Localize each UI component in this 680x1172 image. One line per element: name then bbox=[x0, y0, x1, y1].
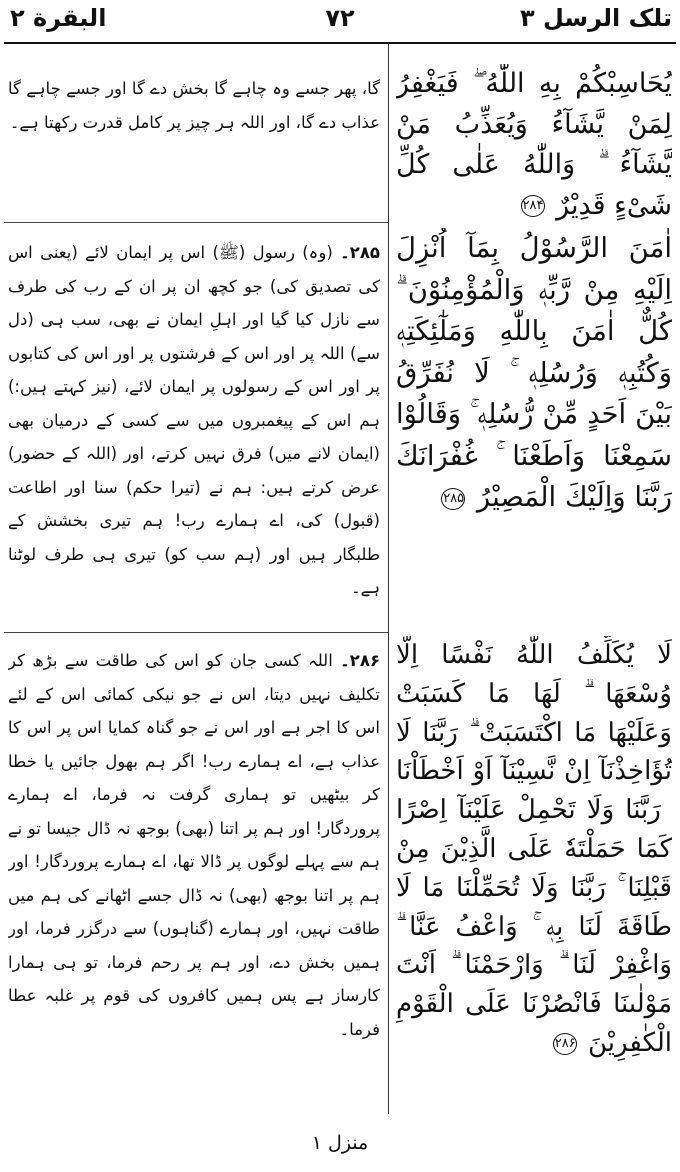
juz-name: تلک الرسل ۳ bbox=[520, 4, 672, 32]
verse-286-arabic bbox=[396, 636, 672, 1106]
verse-number-marker: ۲۸۵ bbox=[441, 488, 465, 510]
urdu-translation: اللہ کسی جان کو اس کی طاقت سے بڑھ کر تکلیف نہیں دیتا، اس نے جو نیکی کمائی اس کے لئے اس کا اجر ہے اور اس نے جو گناہ کمایا اس پر اس کا عذاب ہے، اے ہمارے رب! اگر ہم بھول جائیں یا خطا کر بیٹھیں تو ہماری گرفت نہ فرما، اے ہمارے پروردگار! اور ہم پر اتنا (بھی) بوجھ نہ ڈال جیسا تو نے ہم سے پہلے لوگوں پر ڈالا تھا، اے ہمارے پروردگار! اور ہم پر اتنا بوجھ (بھی) نہ ڈال جسے اٹھانے کی ہم میں طاقت نہیں، اور ہمارے (گناہوں) سے درگزر فرما، اور ہمیں بخش دے، اور ہم پر رحم فرما، تو ہی ہمارا کارساز ہے پس ہمیں کافروں کی قوم پر غلبہ عطا فرما۔ bbox=[8, 651, 380, 1039]
verse-285-arabic bbox=[396, 228, 672, 548]
translation-separator bbox=[4, 632, 388, 633]
verse-number-marker: ۲۸۴ bbox=[521, 195, 545, 217]
verse-284-urdu bbox=[8, 72, 380, 152]
verse-284-arabic bbox=[396, 64, 672, 224]
urdu-translation: گا، پھر جسے وہ چاہے گا بخش دے گا اور جسے چاہے گا عذاب دے گا، اور اللہ ہر چیز پر کامل قدرت رکھتا ہے۔ bbox=[8, 79, 380, 132]
arabic-text: اٰمَنَ الرَّسُوْلُ بِمَآ اُنْزِلَ اِلَيْهِ مِنْ رَّبِّهٖ وَالْمُؤْمِنُوْنَ ۗ كُلٌّ اٰمَنَ بِاللّٰهِ وَمَلٰٓئِكَتِهٖ وَكُتُبِهٖ وَرُسُلِهٖ ۚ لَا نُفَرِّقُ بَيْنَ اَحَدٍ مِّنْ رُّسُلِهٖ ۚ وَقَالُوْا سَمِعْنَا وَاَطَعْنَا ۚ غُفْرَانَكَ رَبَّنَا وَاِلَيْكَ الْمَصِيْرُ bbox=[396, 232, 672, 513]
page-number: ۷۲ bbox=[325, 4, 355, 32]
page-header bbox=[0, 0, 680, 44]
translation-separator bbox=[4, 222, 388, 223]
column-divider bbox=[388, 44, 389, 1114]
verse-number-label: ۲۸۵۔ bbox=[340, 243, 380, 262]
surah-name: البقرة ۲ bbox=[10, 4, 107, 32]
verse-286-urdu bbox=[8, 644, 380, 1114]
verse-285-urdu bbox=[8, 236, 380, 626]
urdu-translation: (وہ) رسول (ﷺ) اس پر ایمان لائے (یعنی اس کی تصدیق کی) جو کچھ ان پر ان کے رب کی طرف سے نازل کیا گیا اور اہلِ ایمان نے بھی، سب ہی (دل سے) اللہ پر اور اس کے فرشتوں پر اور اس کی کتابوں پر اور اس کے رسولوں پر ایمان لائے، (نیز کہتے ہیں:) ہم اس کے پیغمبروں میں سے کسی کے درمیان بھی (ایمان لانے میں) فرق نہیں کرتے، اور (اللہ کے حضور) عرض کرتے ہیں: ہم نے (تیرا حکم) سنا اور اطاعت (قبول) کی، اے ہمارے رب! ہم تیری بخشش کے طلبگار ہیں اور (ہم سب کو) تیری ہی طرف لوٹنا ہے۔ bbox=[8, 243, 380, 597]
arabic-text: يُحَاسِبْكُمْ بِهِ اللّٰهُ ۖ فَيَغْفِرُ لِمَنْ يَّشَآءُ وَيُعَذِّبُ مَنْ يَّشَآءُ ۗ وَاللّٰهُ عَلٰى كُلِّ شَىْءٍ قَدِيْرٌ bbox=[396, 68, 672, 221]
header-rule bbox=[4, 42, 676, 44]
arabic-text: لَا يُكَلِّفُ اللّٰهُ نَفْسًا اِلَّا وُسْعَهَا ۗ لَهَا مَا كَسَبَتْ وَعَلَيْهَا مَا اكْتَسَبَتْ ۗ رَبَّنَا لَا تُؤَاخِذْنَآ اِنْ نَّسِيْنَآ اَوْ اَخْطَاْنَا ۚ رَبَّنَا وَلَا تَحْمِلْ عَلَيْنَآ اِصْرًا كَمَا حَمَلْتَهٗ عَلَى الَّذِيْنَ مِنْ قَبْلِنَا ۚ رَبَّنَا وَلَا تُحَمِّلْنَا مَا لَا طَاقَةَ لَنَا بِهٖ ۚ وَاعْفُ عَنَّا ۗ وَاغْفِرْ لَنَا ۗ وَارْحَمْنَا ۗ اَنْتَ مَوْلٰىنَا فَانْصُرْنَا عَلَى الْقَوْمِ الْكٰفِرِيْنَ bbox=[396, 640, 672, 1058]
manzil-footer: منزل ۱ bbox=[311, 1132, 369, 1154]
verse-number-marker: ۲۸۶ bbox=[553, 1033, 577, 1055]
verse-number-label: ۲۸۶۔ bbox=[340, 651, 380, 670]
